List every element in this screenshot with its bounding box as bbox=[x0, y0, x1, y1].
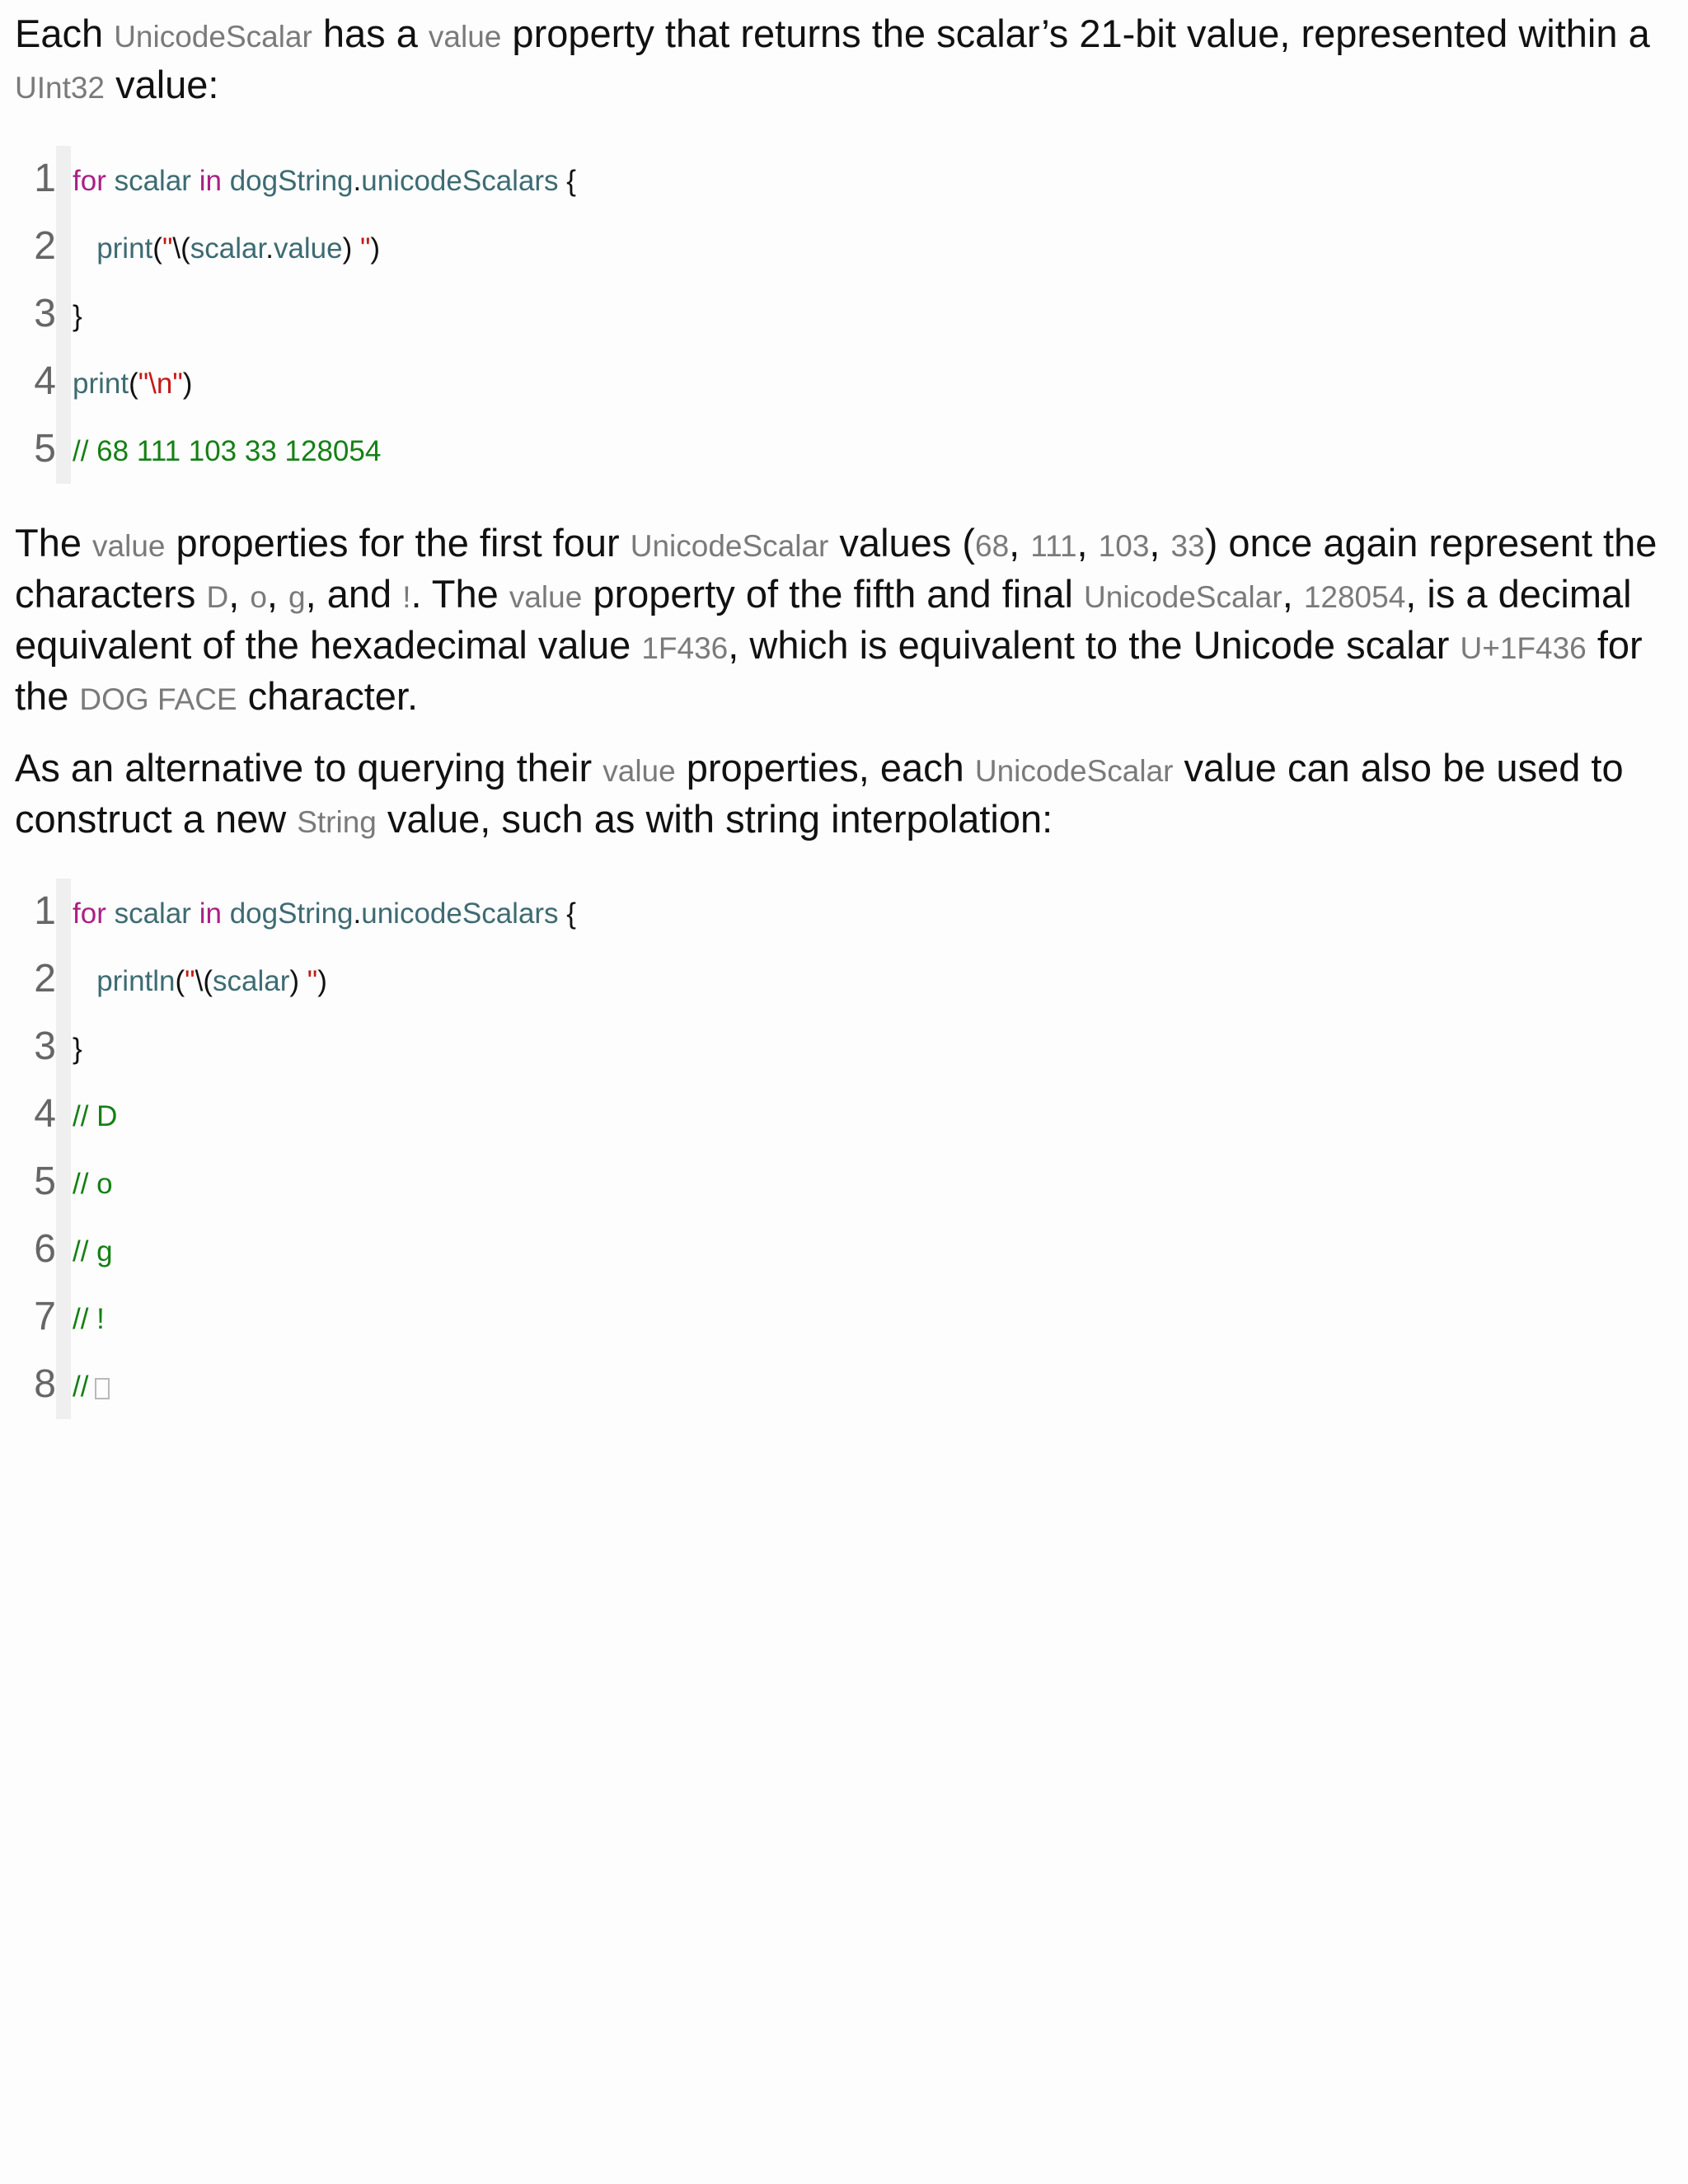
text: The bbox=[15, 521, 93, 565]
line-number: 1 bbox=[34, 889, 56, 933]
identifier: dogString bbox=[229, 165, 354, 197]
indent bbox=[73, 232, 96, 265]
gutter bbox=[56, 1284, 71, 1352]
gutter bbox=[56, 1352, 71, 1419]
identifier: value bbox=[273, 232, 343, 265]
text: has a bbox=[312, 12, 429, 55]
code-text bbox=[73, 365, 192, 403]
keyword: in bbox=[199, 165, 222, 197]
code-line bbox=[15, 281, 1673, 349]
punctuation: { bbox=[558, 898, 576, 930]
gutter bbox=[56, 1081, 71, 1149]
text: , bbox=[1282, 572, 1304, 616]
identifier: scalar bbox=[114, 165, 191, 197]
comment: // 68 111 103 33 128054 bbox=[73, 435, 382, 467]
code-line bbox=[15, 1081, 1673, 1149]
line-number: 5 bbox=[34, 1160, 56, 1203]
code-text bbox=[73, 230, 380, 268]
inline-code: 128054 bbox=[1303, 580, 1406, 614]
text: property of the fifth and final bbox=[582, 572, 1085, 616]
text: values ( bbox=[828, 521, 976, 565]
indent bbox=[73, 965, 96, 997]
inline-code: 111 bbox=[1030, 529, 1077, 563]
identifier: unicodeScalars bbox=[361, 165, 559, 197]
text: , bbox=[228, 572, 251, 616]
gutter bbox=[56, 946, 71, 1014]
gutter bbox=[56, 1216, 71, 1284]
gutter bbox=[56, 1014, 71, 1081]
punctuation: \( bbox=[195, 965, 213, 997]
code-text bbox=[73, 1301, 105, 1338]
string: " bbox=[162, 232, 173, 265]
code-text bbox=[73, 1098, 117, 1136]
code-line bbox=[15, 879, 1673, 946]
punctuation: ) bbox=[370, 232, 381, 265]
code-text bbox=[73, 1030, 82, 1068]
punctuation: ( bbox=[152, 232, 162, 265]
text: value: bbox=[105, 63, 219, 106]
inline-code: D bbox=[206, 580, 229, 614]
inline-code: o bbox=[250, 580, 267, 614]
comment: // g bbox=[73, 1235, 113, 1268]
function-name: print bbox=[73, 368, 129, 400]
text: , which is equivalent to the Unicode scalar bbox=[728, 623, 1461, 667]
line-number: 3 bbox=[34, 1024, 56, 1068]
gutter bbox=[56, 281, 71, 349]
gutter bbox=[56, 1149, 71, 1216]
gutter bbox=[56, 213, 71, 281]
punctuation: ) bbox=[289, 965, 300, 997]
identifier: scalar bbox=[114, 898, 191, 930]
comment: // o bbox=[73, 1168, 113, 1200]
paragraph-string-interpolation bbox=[15, 744, 1672, 846]
text: properties for the first four bbox=[165, 521, 631, 565]
inline-code: String bbox=[297, 805, 377, 839]
inline-code: g bbox=[288, 580, 306, 614]
text: character. bbox=[237, 674, 419, 718]
keyword: for bbox=[73, 898, 106, 930]
inline-code: 103 bbox=[1098, 529, 1150, 563]
code-text bbox=[73, 162, 576, 200]
text: , bbox=[1076, 521, 1099, 565]
keyword: for bbox=[73, 165, 106, 197]
text: value, such as with string interpolation: bbox=[376, 797, 1053, 841]
gutter bbox=[56, 416, 71, 484]
inline-code: value bbox=[428, 20, 502, 54]
punctuation: ( bbox=[129, 368, 138, 400]
string: "\n" bbox=[138, 368, 183, 400]
inline-code: U+1F436 bbox=[1460, 631, 1587, 665]
punctuation: ( bbox=[175, 965, 185, 997]
line-number: 5 bbox=[34, 427, 56, 471]
code-line bbox=[15, 416, 1673, 484]
punctuation: ) bbox=[182, 368, 193, 400]
code-text bbox=[73, 963, 327, 1001]
paragraph-value-explanation bbox=[15, 519, 1672, 724]
code-line bbox=[15, 1149, 1673, 1216]
code-text bbox=[73, 1233, 113, 1271]
keyword: in bbox=[199, 898, 222, 930]
code-block-print-scalars bbox=[15, 879, 1673, 1419]
inline-code: 33 bbox=[1170, 529, 1205, 563]
inline-code: UnicodeScalar bbox=[974, 754, 1174, 788]
punctuation: \( bbox=[172, 232, 190, 265]
inline-code: ! bbox=[402, 580, 411, 614]
punctuation: . bbox=[353, 165, 362, 197]
string: " bbox=[352, 232, 371, 265]
identifier: scalar bbox=[213, 965, 290, 997]
inline-code: UInt32 bbox=[15, 71, 106, 105]
code-text bbox=[73, 895, 576, 933]
code-text bbox=[73, 1165, 113, 1203]
line-number: 3 bbox=[34, 292, 56, 335]
text: , is a decimal equivalent of the hexadecimal value bbox=[15, 572, 1632, 667]
code-line bbox=[15, 1216, 1673, 1284]
line-number: 1 bbox=[34, 157, 56, 200]
function-name: println bbox=[96, 965, 176, 997]
text: , bbox=[266, 572, 289, 616]
punctuation: { bbox=[558, 165, 576, 197]
text: , bbox=[1009, 521, 1031, 565]
gutter bbox=[56, 879, 71, 946]
punctuation: . bbox=[265, 232, 274, 265]
inline-code: 1F436 bbox=[641, 631, 729, 665]
punctuation: } bbox=[73, 300, 82, 332]
text: properties, each bbox=[675, 746, 975, 790]
missing-glyph-icon bbox=[95, 1378, 110, 1399]
inline-code: UnicodeScalar bbox=[114, 20, 312, 54]
paragraph-unicode-scalar-value bbox=[15, 10, 1672, 112]
code-line bbox=[15, 1014, 1673, 1081]
inline-code: DOG FACE bbox=[79, 682, 237, 716]
inline-code: value bbox=[603, 754, 676, 788]
function-name: print bbox=[96, 232, 153, 265]
text: ) once again represent the characters bbox=[15, 521, 1658, 616]
inline-code: value bbox=[509, 580, 583, 614]
code-text bbox=[73, 298, 82, 335]
text: for the bbox=[15, 623, 1643, 718]
punctuation: ) bbox=[342, 232, 353, 265]
inline-code: 68 bbox=[975, 529, 1010, 563]
text: As an alternative to querying their bbox=[15, 746, 603, 790]
comment: // D bbox=[73, 1100, 118, 1132]
line-number: 7 bbox=[34, 1295, 56, 1338]
text: , bbox=[1149, 521, 1171, 565]
code-line bbox=[15, 349, 1673, 416]
text: property that returns the scalar’s 21-bit value, represented within a bbox=[501, 12, 1650, 55]
punctuation: ) bbox=[317, 965, 327, 997]
inline-code: UnicodeScalar bbox=[630, 529, 829, 563]
line-number: 2 bbox=[34, 957, 56, 1001]
gutter bbox=[56, 349, 71, 416]
identifier: dogString bbox=[229, 898, 354, 930]
line-number: 6 bbox=[34, 1227, 56, 1271]
code-line bbox=[15, 146, 1673, 213]
identifier: unicodeScalars bbox=[361, 898, 559, 930]
comment: // ! bbox=[73, 1303, 105, 1335]
inline-code: UnicodeScalar bbox=[1084, 580, 1282, 614]
code-line bbox=[15, 213, 1673, 281]
line-number: 2 bbox=[34, 224, 56, 268]
comment: // bbox=[73, 1371, 89, 1403]
string: " bbox=[185, 965, 195, 997]
line-number: 8 bbox=[34, 1362, 56, 1406]
line-number: 4 bbox=[34, 359, 56, 403]
text: . The bbox=[410, 572, 509, 616]
code-text bbox=[73, 1368, 110, 1406]
punctuation: . bbox=[353, 898, 362, 930]
text: value can also be used to construct a new bbox=[15, 746, 1624, 841]
punctuation: } bbox=[73, 1033, 82, 1065]
code-line bbox=[15, 946, 1673, 1014]
identifier: scalar bbox=[190, 232, 266, 265]
line-number: 4 bbox=[34, 1092, 56, 1136]
code-line bbox=[15, 1284, 1673, 1352]
code-block-print-values bbox=[15, 146, 1673, 484]
code-line bbox=[15, 1352, 1673, 1419]
code-text bbox=[73, 433, 381, 471]
text: Each bbox=[15, 12, 115, 55]
gutter bbox=[56, 146, 71, 213]
text: , and bbox=[305, 572, 403, 616]
string: " bbox=[299, 965, 318, 997]
inline-code: value bbox=[92, 529, 166, 563]
